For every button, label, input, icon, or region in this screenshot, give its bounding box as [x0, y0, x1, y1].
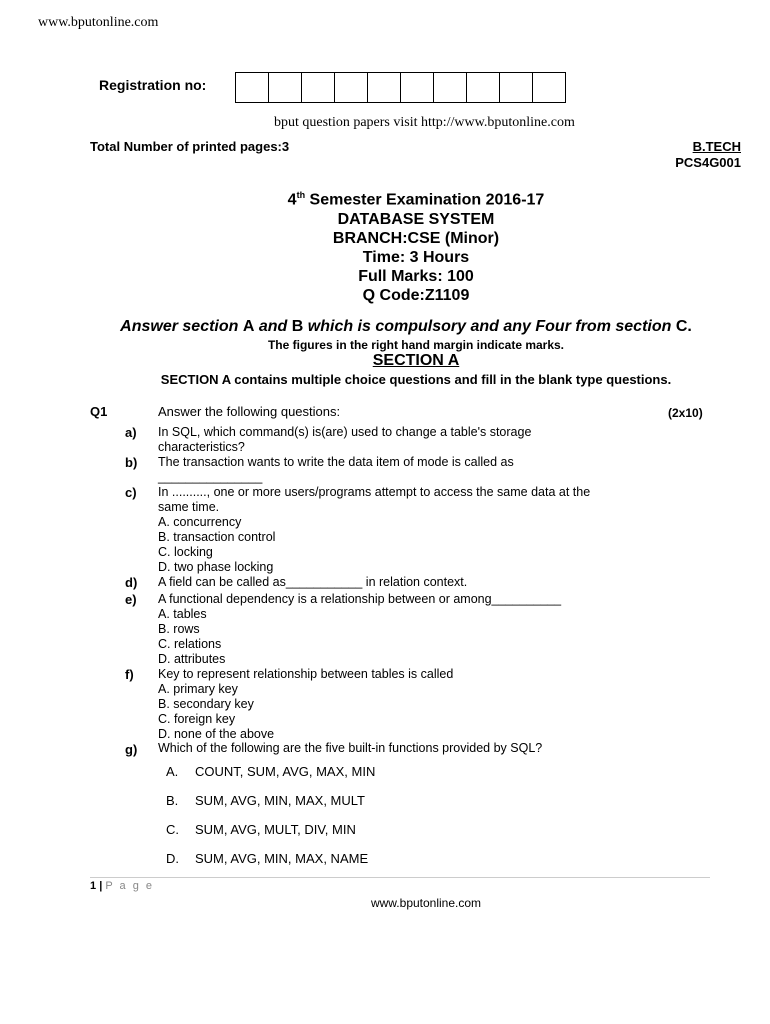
subquestion-line: In SQL, which command(s) is(are) used to change a table's storage — [158, 425, 532, 439]
subject: DATABASE SYSTEM — [337, 210, 495, 228]
subquestion-label-c: c) — [125, 485, 137, 500]
visit-text: bput question papers visit http://www.bputonline.com — [274, 115, 575, 130]
subquestion-line: A functional dependency is a relationship between or among__________ — [158, 592, 562, 606]
branch: BRANCH:CSE (Minor) — [332, 229, 500, 247]
q-code: Q Code:Z1109 — [362, 287, 470, 305]
option-line: D. two phase locking — [158, 560, 274, 574]
subquestion-line: The transaction wants to write the data item of mode is called as — [158, 455, 514, 469]
registration-box — [500, 73, 533, 102]
option-text: COUNT, SUM, AVG, MAX, MIN — [195, 764, 376, 779]
question-number: Q1 — [90, 404, 108, 419]
question-text: Answer the following questions: — [158, 404, 341, 419]
paper-code: PCS4G001 — [675, 155, 741, 170]
option-line: D. none of the above — [158, 727, 275, 741]
option-line: B. secondary key — [158, 697, 254, 711]
option-text: SUM, AVG, MULT, DIV, MIN — [195, 822, 356, 837]
section-instruction: Answer section A and B which is compulsory and any Four from section C. — [120, 318, 692, 335]
registration-box — [335, 73, 368, 102]
subquestion-line: In .........., one or more users/programs attempt to access the same data at the — [158, 485, 591, 499]
full-marks: Full Marks: 100 — [358, 268, 474, 286]
option-line: A. tables — [158, 607, 207, 621]
subquestion-label-a: a) — [125, 425, 137, 440]
printed-pages: Total Number of printed pages:3 — [90, 139, 290, 154]
subquestion-line: Which of the following are the five built-in functions provided by SQL? — [158, 741, 543, 755]
subquestion-line: _______________ — [158, 470, 263, 484]
exam-heading — [0, 186, 770, 306]
section-description: SECTION A contains multiple choice questions and fill in the blank type questions. — [160, 372, 672, 387]
registration-box — [236, 73, 269, 102]
option-line: C. foreign key — [158, 712, 236, 726]
subquestion-label-b: b) — [125, 455, 138, 470]
registration-box — [467, 73, 500, 102]
option-text: SUM, AVG, MIN, MAX, MULT — [195, 793, 365, 808]
figures-note: The figures in the right hand margin indicate marks. — [267, 338, 565, 352]
option-text: SUM, AVG, MIN, MAX, NAME — [195, 851, 369, 866]
header-site-url: www.bputonline.com — [38, 15, 159, 30]
registration-box — [368, 73, 401, 102]
subquestion-line: same time. — [158, 500, 220, 514]
time: Time: 3 Hours — [362, 248, 470, 266]
subquestion-label-f: f) — [125, 667, 134, 682]
registration-box — [302, 73, 335, 102]
subquestion-line: Key to represent relationship between tables is called — [158, 667, 454, 681]
option-line: A. primary key — [158, 682, 238, 696]
footer-divider — [90, 877, 710, 878]
registration-box — [269, 73, 302, 102]
registration-box — [533, 73, 565, 102]
page-number: 1 | P a g e — [90, 880, 154, 892]
option-line: B. transaction control — [158, 530, 276, 544]
option-line: D. attributes — [158, 652, 226, 666]
registration-label: Registration no: — [99, 77, 207, 93]
option-line: A. concurrency — [158, 515, 242, 529]
registration-box — [434, 73, 467, 102]
semester-line: 4th Semester Examination 2016-17 — [287, 190, 545, 209]
subquestion-line: characteristics? — [158, 440, 245, 454]
option-letter: A. — [166, 764, 179, 779]
option-line: C. locking — [158, 545, 213, 559]
question-marks: (2x10) — [668, 406, 703, 420]
subquestion-label-e: e) — [125, 592, 137, 607]
option-line: C. relations — [158, 637, 222, 651]
registration-boxes — [235, 72, 566, 103]
subquestion-label-d: d) — [125, 575, 138, 590]
program-name: B.TECH — [692, 139, 741, 154]
option-line: B. rows — [158, 622, 200, 636]
footer-site-url: www.bputonline.com — [370, 896, 482, 910]
option-letter: C. — [166, 822, 179, 837]
subquestion-line: A field can be called as___________ in relation context. — [158, 575, 468, 589]
option-letter: D. — [166, 851, 179, 866]
option-letter: B. — [166, 793, 179, 808]
subquestion-label-g: g) — [125, 742, 138, 757]
section-title: SECTION A — [372, 352, 460, 369]
registration-box — [401, 73, 434, 102]
